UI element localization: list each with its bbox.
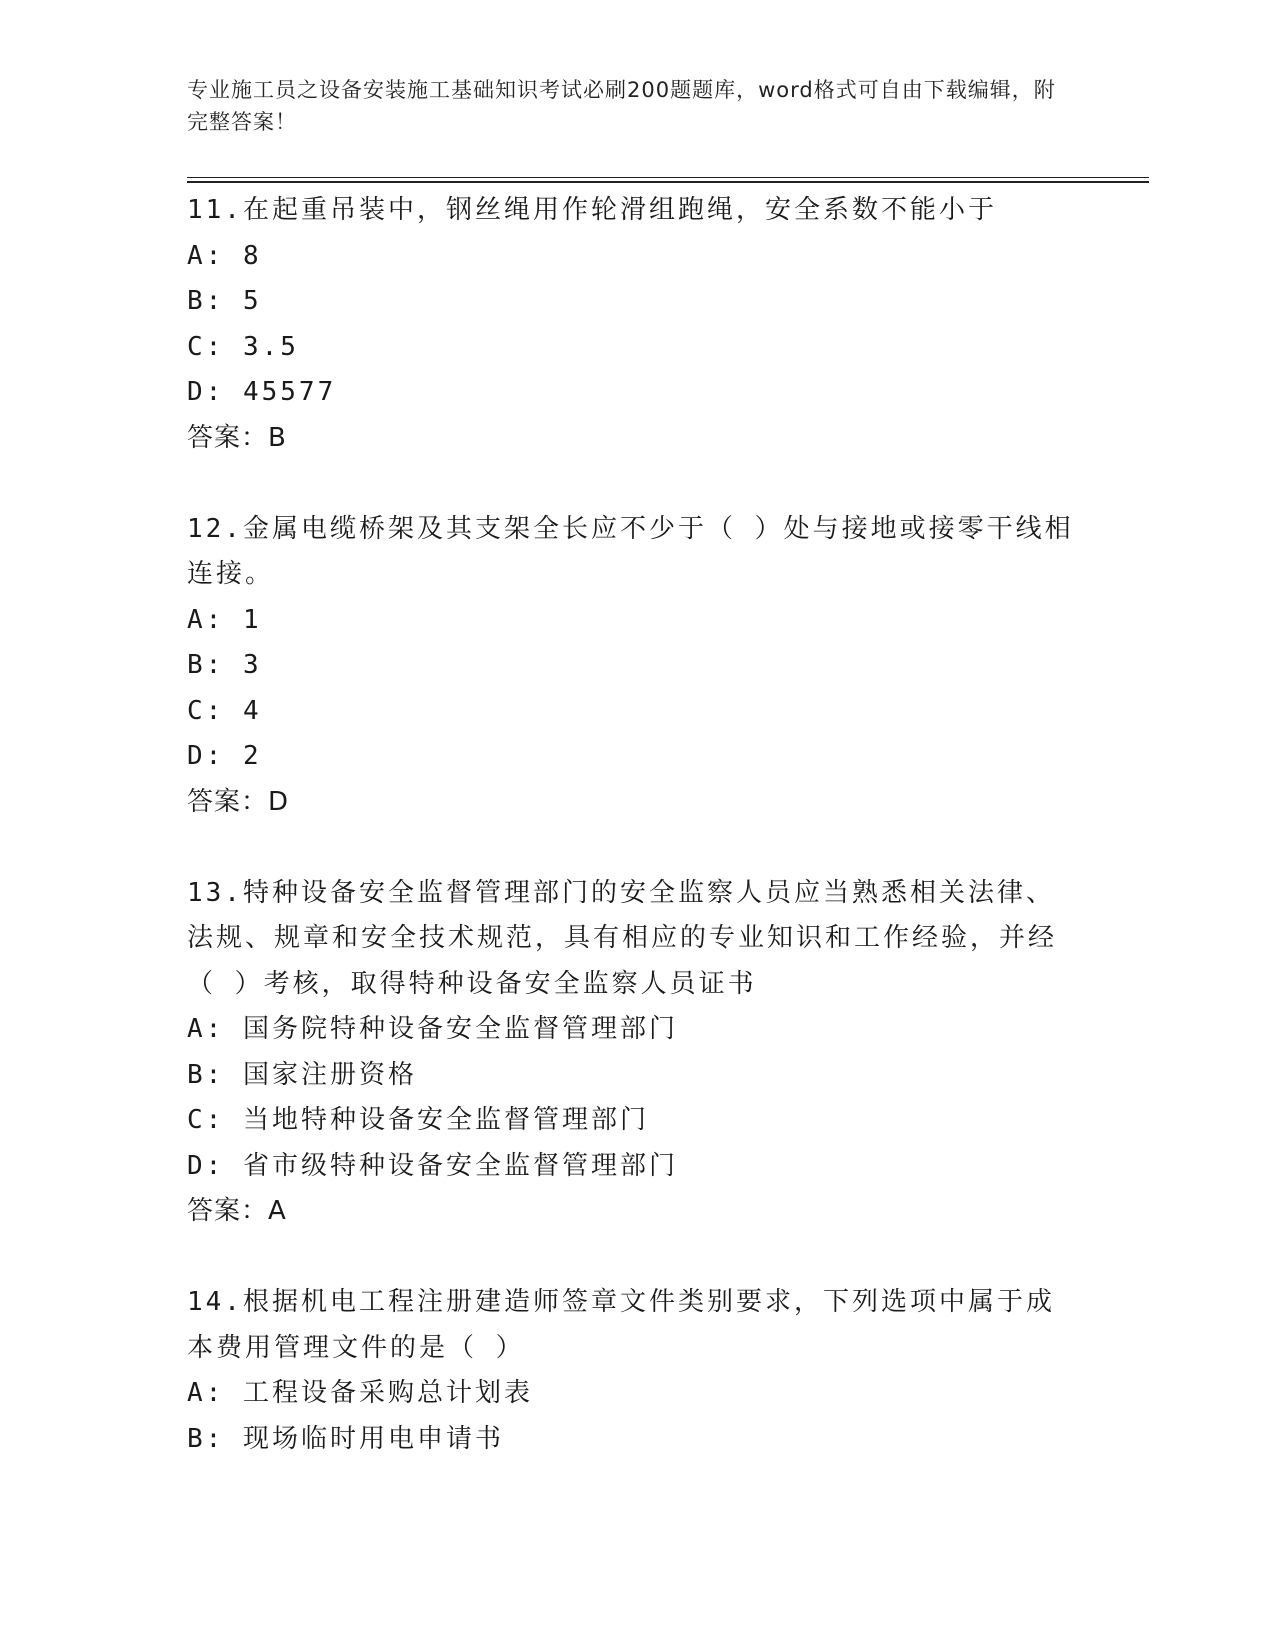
document-header: 专业施工员之设备安装施工基础知识考试必刷200题题库，word格式可自由下载编辑，附完整答案！ (187, 78, 1056, 134)
option-c: C: 3.5 (187, 331, 299, 362)
question-stem: 14.根据机电工程注册建造师签章文件类别要求，下列选项中属于成本费用管理文件的是（ ） (187, 1287, 1055, 1363)
option-b: B: 国家注册资格 (187, 1059, 417, 1090)
header-divider-thin (187, 177, 1149, 178)
question-stem: 12.金属电缆桥架及其支架全长应不少于（ ）处与接地或接零干线相连接。 (187, 513, 1074, 589)
option-b: B: 5 (187, 286, 262, 316)
option-a: A: 国务院特种设备安全监督管理部门 (187, 1014, 678, 1044)
option-b: B: 3 (187, 650, 262, 680)
option-d: D: 省市级特种设备安全监督管理部门 (187, 1150, 678, 1181)
option-c: C: 当地特种设备安全监督管理部门 (187, 1105, 649, 1135)
question-14 (187, 1280, 1077, 1462)
question-12 (187, 507, 1077, 826)
option-a: A: 工程设备采购总计划表 (187, 1378, 533, 1408)
question-list (187, 188, 1077, 1508)
option-b: B: 现场临时用电申请书 (187, 1423, 504, 1454)
option-a: A: 8 (187, 240, 262, 271)
option-a: A: 1 (187, 604, 262, 635)
header-divider-thick (187, 181, 1149, 183)
question-13 (187, 871, 1077, 1235)
answer-line: 答案：D (187, 786, 290, 817)
option-d: D: 45577 (187, 377, 337, 407)
option-d: D: 2 (187, 741, 262, 771)
answer-line: 答案：A (187, 1196, 287, 1226)
question-stem: 13.特种设备安全监督管理部门的安全监察人员应当熟悉相关法律、法规、规章和安全技术规范，具有相应的专业知识和工作经验，并经（ ）考核，取得特种设备安全监察人员证书 (187, 877, 1058, 999)
answer-line: 答案：B (187, 422, 287, 453)
question-11 (187, 188, 1077, 461)
question-stem: 11.在起重吊装中，钢丝绳用作轮滑组跑绳，安全系数不能小于 (187, 195, 997, 225)
option-c: C: 4 (187, 695, 262, 726)
